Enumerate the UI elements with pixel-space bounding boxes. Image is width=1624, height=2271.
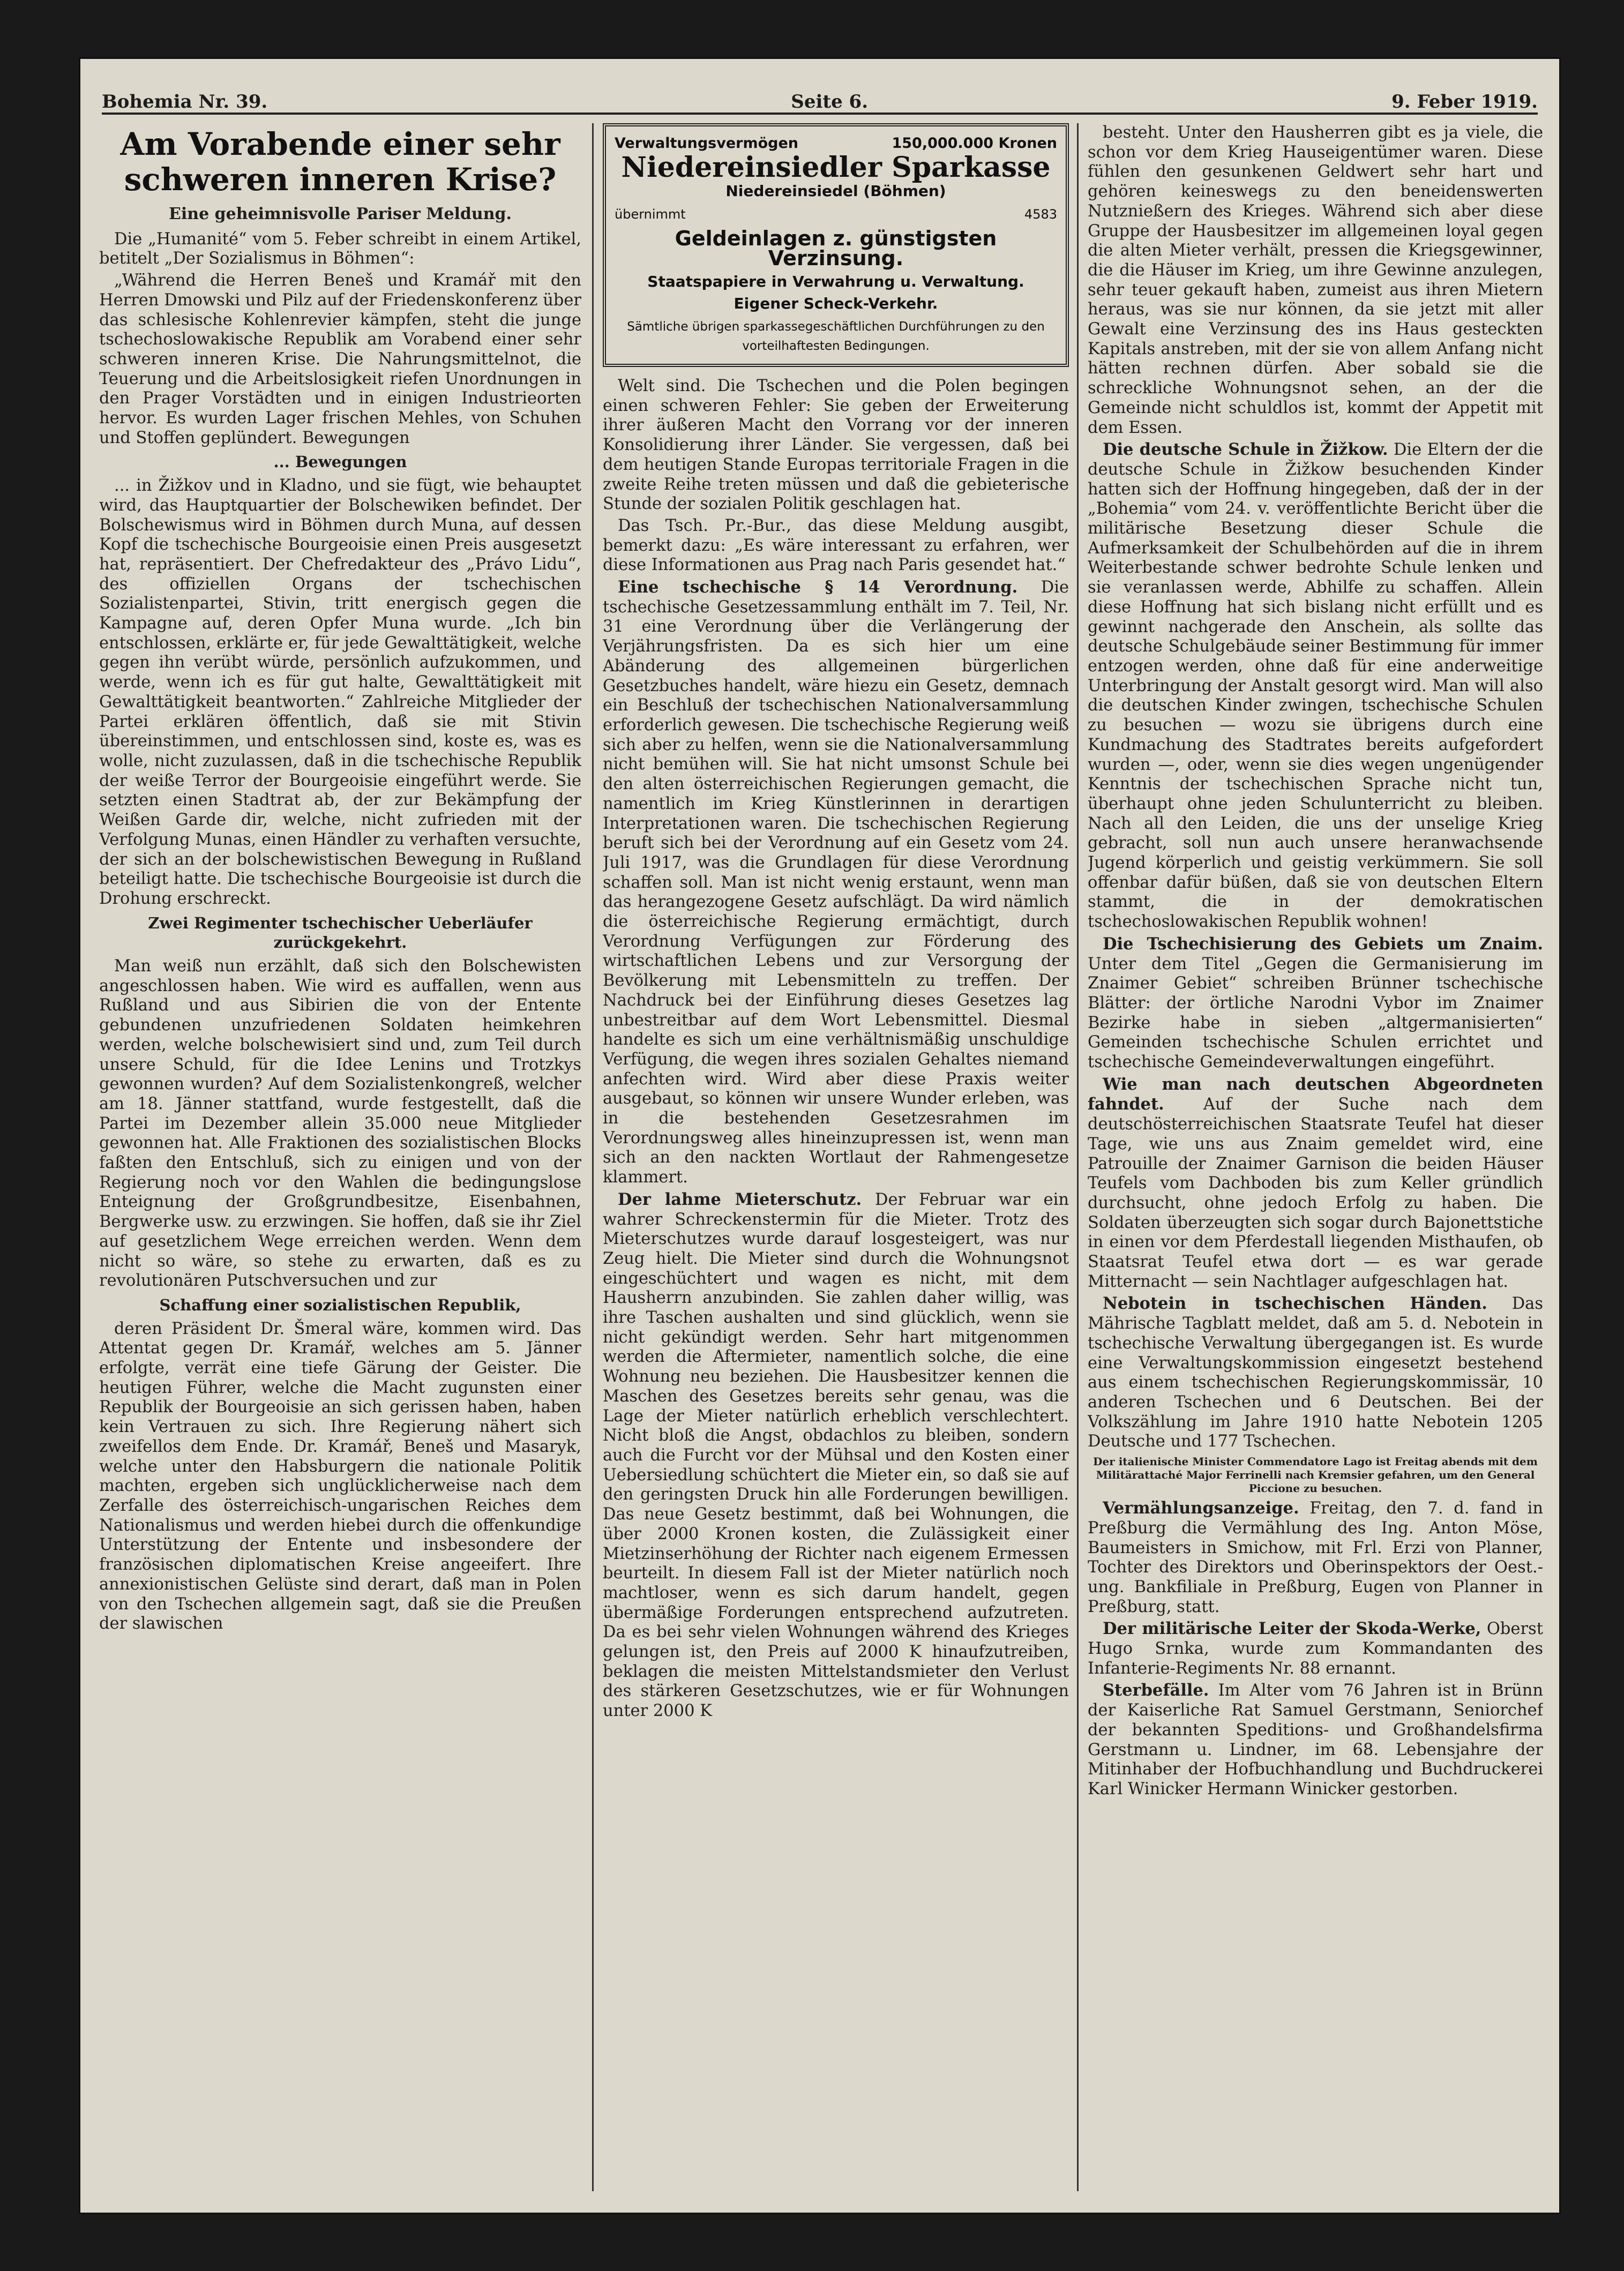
- ad-assets-amount: 150,000.000 Kronen: [892, 135, 1057, 152]
- news-text: Freitag, den 7. d. fand in Preßburg die Vermählung des Ing. Anton Möse, Baumeisters in Smichow, mit Frl. Erzi von Planner, Tochter des Direktors und Oberinspektors der Oest.-ung. Bankfiliale in Preßburg, Eugen von Planner in Preßburg, statt.: [1088, 1499, 1543, 1616]
- column-right: [1088, 123, 1543, 2191]
- news-heading: Der militärische Leiter der Skoda-Werke,: [1103, 1619, 1481, 1639]
- bank-advertisement: [603, 123, 1069, 367]
- news-text: Oberst Hugo Srnka, wurde zum Kommandanten des Infanterie-Regiments Nr. 88 ernannt.: [1088, 1620, 1543, 1678]
- column-divider: [592, 123, 594, 2191]
- article-paragraph: Man weiß nun erzählt, daß sich den Bolschewisten angeschlossen haben. Wie wird es auffallen, wenn aus Rußland und aus Sibirien die von der Entente gebundenen unzufriedenen Soldaten heimkehren werden, welche bolschewisiert sind und, zum Teil durch unsere Schuld, für die Idee Lenins und Trotzkys gewonnen wurden? Auf dem Sozialistenkongreß, welcher am 18. Jänner stattfand, wurde festgestellt, daß die Partei im Dezember allein 35.000 neue Mitglieder gewonnen hat. Alle Fraktionen des sozialistischen Blocks faßten den Entschluß, sich zu einigen und von der Regierung noch vor den Wahlen die bedingungslose Enteignung der Großgrundbesitze, Eisenbahnen, Bergwerke usw. zu erzwingen. Sie hoffen, daß sie ihr Ziel auf gesetzlichem Wege erreichen werden. Wenn dem nicht so wäre, so stehe zu erwarten, daß es zu revolutionären Putschversuchen und zur: [99, 957, 581, 1291]
- ad-place: Niedereinsiedel (Böhmen): [725, 182, 946, 200]
- ad-line: Staatspapiere in Verwahrung u. Verwaltung.: [647, 273, 1024, 291]
- page-header: [102, 80, 1538, 115]
- news-heading: Die deutsche Schule in Žižkow.: [1103, 440, 1388, 460]
- section-heading: Zwei Regimenter tschechischer Ueberläufer zurückgekehrt.: [148, 913, 533, 952]
- news-item: [1088, 934, 1543, 1073]
- news-item: [1088, 1075, 1543, 1292]
- news-text: Im Alter vom 76 Jahren ist in Brünn der Kaiserliche Rat Samuel Gerstmann, Seniorchef der bekannten Speditions- und Großhandelsfirma Gerstmann u. Lindner, im 68. Lebensjahre der Mitinhaber der Hofbuchhandlung und Buchdruckerei Karl Winicker Hermann Winicker gestorben.: [1088, 1681, 1543, 1798]
- news-text: Auf der Suche nach dem deutschösterreichischen Staatsrate Teufel hat dieser Tage, wie uns aus Znaim gemeldet wird, eine Patrouille der Znaimer Garnison die beiden Häuser Teufels vom Dachboden bis zum Keller gründlich durchsucht, ohne jedoch Erfolg zu haben. Die Soldaten überzeugten sich sogar durch Bajonettstiche in einen vor dem Pferdestall liegenden Misthaufen, ob Staatsrat Teufel etwa dort — es war gerade Mitternacht — sein Nachtlager aufgeschlagen hat.: [1088, 1095, 1543, 1291]
- article-headline: Am Vorabende einer sehr schweren inneren Krise?: [120, 126, 560, 198]
- news-heading: Sterbefälle.: [1103, 1681, 1209, 1700]
- news-brief: Der italienische Minister Commendatore Lago ist Freitag abends mit dem Militärattaché Major Ferrinelli nach Kremsier gefahren, um den General Piccione zu besuchen.: [1093, 1455, 1538, 1495]
- news-heading: Nebotein in tschechischen Händen.: [1103, 1294, 1487, 1314]
- ad-line: Geldeinlagen z. günstigsten Verzinsung.: [675, 226, 997, 270]
- column-divider: [1077, 123, 1079, 2191]
- article-paragraph: „Während die Herren Beneš und Kramář mit den Herren Dmowski und Pilz auf der Friedenskonferenz über das schlesische Kohlenrevier kämpfen, steht die junge tschechoslowakische Republik am Vorabend einer sehr schweren inneren Krise. Die Nahrungsmittelnot, die Teuerung und die Arbeitslosigkeit riefen Unordnungen in den Prager Vorstädten und in einigen Industrieorten hervor. Es wurden Lager frischen Mehles, von Schuhen und Stoffen geplündert. Bewegungen: [99, 271, 581, 447]
- news-item: [603, 1190, 1069, 1721]
- news-heading: Eine tschechische § 14 Verordnung.: [618, 578, 1018, 597]
- news-text: Unter dem Titel „Gegen die Germanisierung im Znaimer Gebiet“ schreiben Brünner tschechische Blätter: der örtliche Narodni Vybor im Znaimer Bezirke habe in sieben „altgermanisierten“ Gemeinden tschechische Schulen errichtet und tschechische Gemeindeverwaltungen eingeführt.: [1088, 954, 1543, 1072]
- column-middle: [603, 123, 1069, 2191]
- page-number: Seite 6.: [791, 91, 869, 113]
- issue-date: 9. Feber 1919.: [1391, 91, 1538, 113]
- ad-bank-name: Niedereinsiedler Sparkasse: [621, 151, 1051, 184]
- article-paragraph: Das Tsch. Pr.-Bur., das diese Meldung ausgibt, bemerkt dazu: „Es wäre interessant zu erfahren, wer diese Informationen aus Prag nach Paris gesendet hat.“: [603, 516, 1069, 575]
- column-left: [99, 123, 581, 2191]
- paper-issue: Bohemia Nr. 39.: [102, 91, 268, 113]
- news-heading: Der lahme Mieterschutz.: [618, 1189, 862, 1209]
- news-text: Die tschechische Gesetzessammlung enthält im 7. Teil, Nr. 31 eine Verordnung über die Verlängerung der Verjährungsfristen. Da es sich hier um eine Abänderung des allgemeinen bürgerlichen Gesetzbuches handelt, wäre hiezu ein Gesetz, demnach ein Beschluß der tschechischen Nationalversammlung erforderlich gewesen. Die tschechische Regierung weiß sich aber zu helfen, wenn sie die Nationalversammlung nicht bemühen will. Sie hat nicht umsonst Schule bei den alten österreichischen Regierungen gemacht, die namentlich im Krieg Künstlerinnen in derartigen Interpretationen waren. Die tschechischen Regierung beruft sich bei der Verordnung auf ein Gesetz vom 24. Juli 1917, was die Grundlagen für diese Verordnung schaffen soll. Man ist nicht wenig erstaunt, wenn man das herangezogene Gesetz aufschlägt. Da wird nämlich die österreichische Regierung ermächtigt, durch Verordnung Verfügungen zur Förderung des wirtschaftlichen Lebens und zur Versorgung der Bevölkerung mit Lebensmitteln zu treffen. Der Nachdruck bei der Einführung dieses Gesetzes lag unbestreitbar auf dem Wort Lebensmittel. Diesmal handelte es sich um eine verhältnismäßig unschuldige Verfügung, die wegen ihres sozialen Gehaltes niemand anfechten wird. Wird aber diese Praxis weiter ausgebaut, so können wir unsere Wunder erleben, was in die bestehenden Gesetzesrahmen im Verordnungsweg alles hineinzupressen ist, wenn man sich an den nackten Wortlaut der Rahmengesetze klammert.: [603, 578, 1069, 1187]
- ad-takeover-number: 4583: [1024, 207, 1057, 222]
- news-text: Die Eltern der die deutsche Schule in Žižkow besuchenden Kinder hatten sich der Hoffnung hingegeben, daß der in der „Bohemia“ vom 24. v. veröffentlichte Bericht über die militärische Besetzung dieser Schule die Aufmerksamkeit der Schulbehörden auf die in ihrem Weiterbestande schwer bedrohte Schule lenken und sie veranlassen werde, Abhilfe zu schaffen. Allein diese Hoffnung hat sich bislang nicht erfüllt und es gewinnt nachgerade den Anschein, als sollte das deutsche Schulgebäude seiner Bestimmung für immer entzogen werden, ohne daß für eine anderweitige Unterbringung der Anstalt gesorgt wird. Man will also die deutschen Kinder zwingen, tschechische Schulen zu besuchen — wozu sie übrigens durch eine Kundmachung des Stadtrates bereits aufgefordert wurden —, oder, wenn sie dies wegen ungenügender Kenntnis der tschechischen Sprache nicht tun, überhaupt ohne jeden Schulunterricht zu bleiben. Nach all den Leiden, die uns der unselige Krieg gebracht, soll nun auch unsere heranwachsende Jugend körperlich und geistig verkümmern. Sie soll offenbar dafür büßen, daß sie von deutschen Eltern stammt, die in der demokratischen tschechoslowakischen Republik wohnen!: [1088, 440, 1543, 932]
- ad-line: Sämtliche übrigen sparkassegeschäftlichen Durchführungen zu den vorteilhaftesten Bedingungen.: [627, 319, 1045, 354]
- ad-assets-label: Verwaltungsvermögen: [615, 135, 798, 152]
- news-item: [603, 578, 1069, 1188]
- news-heading: Vermählungsanzeige.: [1103, 1498, 1299, 1518]
- article-paragraph: ... in Žižkov und in Kladno, und sie fügt, wie behauptet wird, das Hauptquartier der Bolschewiken befindet. Der Bolschewismus wird in Böhmen durch Muna, auf dessen Kopf die tschechische Bourgeoisie einen Preis ausgesetzt hat, repräsentiert. Der Chefredakteur des „Právo Lidu“, des offiziellen Organs der tschechischen Sozialistenpartei, Stivin, tritt energisch gegen die Kampagne auf, deren Opfer Muna wurde. „Ich bin entschlossen, erklärte er, für jede Gewalttätigkeit, welche gegen ihn verübt würde, persönlich aufzukommen, und werde, wenn ich es für gut halte, Gewalttätigkeit mit Gewalttätigkeit beantworten.“ Zahlreiche Mitglieder der Partei erklären öffentlich, daß sie mit Stivin übereinstimmen, und entschlossen sind, koste es, was es wolle, nicht zuzulassen, daß in die tschechische Republik der weiße Terror der Bourgeoisie eingeführt werde. Sie setzten einen Stadtrat ab, der zur Bekämpfung der Weißen Garde dir, welche, nicht zufrieden mit der Verfolgung Munas, einen Händler zu verhaften versuchte, der sich an der bolschewistischen Bewegung in Rußland beteiligt hatte. Die tschechische Bourgeoisie ist durch die Drohung erschreckt.: [99, 476, 581, 908]
- news-heading: Wie man nach deutschen Abgeordneten fahndet.: [1088, 1074, 1543, 1114]
- ad-line: Eigener Scheck-Verkehr.: [734, 294, 938, 312]
- news-item: [1088, 1498, 1543, 1617]
- news-heading: Die Tschechisierung des Gebiets um Znaim.: [1103, 934, 1543, 954]
- article-paragraph: besteht. Unter den Hausherren gibt es ja viele, die schon vor dem Krieg Hauseigentümer waren. Diese fühlen den gesunkenen Geldwert sehr hart und gehören keineswegs zu den beneidenswerten Nutznießern des Krieges. Während sich aber diese Gruppe der Hausbesitzer im allgemeinen loyal gegen die alten Mieter verhält, pressen die Kriegsgewinner, die die Häuser im Krieg, um ihre Gewinne anzulegen, sehr teuer gekauft haben, zumeist aus ihren Mietern heraus, was sie nur können, da sie jetzt mit aller Gewalt eine Verzinsung des ins Haus gesteckten Kapitals anstreben, mit der sie von allem Anfang nicht hätten rechnen dürfen. Aber sobald sie die schreckliche Wohnungsnot sehen, an der die Gemeinde nicht schuldlos ist, kommt der Appetit mit dem Essen.: [1088, 123, 1543, 437]
- ad-takeover-label: übernimmt: [615, 207, 686, 222]
- article-subhead: Eine geheimnisvolle Pariser Meldung.: [169, 205, 512, 223]
- article-paragraph: Welt sind. Die Tschechen und die Polen begingen einen schweren Fehler: Sie geben der Erweiterung ihrer äußeren Macht den Vorrang vor der inneren Konsolidierung ihrer Länder. Sie vergessen, daß bei dem heutigen Stande Europas territoriale Fragen in die zweite Reihe treten müssen und daß die gebieterische Stunde der sozialen Politik geschlagen hat.: [603, 377, 1069, 514]
- news-text: Der Februar war ein wahrer Schreckenstermin für die Mieter. Trotz des Mieterschutzes wurde darauf losgesteigert, was nur Zeug hielt. Die Mieter sind durch die Wohnungsnot eingeschüchtert und wagen es nicht, mit dem Hausherrn anzubinden. Sie zahlen daher willig, was ihre Taschen aushalten und sind glücklich, wenn sie nicht gekündigt werden. Sehr hart mitgenommen werden die Aftermieter, namentlich solche, die eine Wohnung neu beziehen. Die Hausbesitzer kennen die Maschen des Gesetzes bereits sehr genau, was die Lage der Mieter natürlich erheblich verschlechtert. Nicht bloß die Angst, obdachlos zu bleiben, sondern auch die Furcht vor der Mühsal und den Kosten einer Uebersiedlung schüchtert die Mieter ein, so daß sie auf den geringsten Druck hin alle Forderungen bewilligen. Das neue Gesetz bestimmt, daß bei Wohnungen, die über 2000 Kronen kosten, die Zulässigkeit einer Mietzinserhöhung der Richter nach eigenem Ermessen beurteilt. In diesem Fall ist der Mieter natürlich noch machtloser, wenn es sich darum handelt, gegen übermäßige Forderungen entsprechend aufzutreten. Da es bei sehr vielen Wohnungen während des Krieges gelungen ist, den Preis auf 2000 K hinaufzutreiben, beklagen die meisten Mittelstandsmieter den Verlust des stärkeren Gesetzschutzes, wie er für Wohnungen unter 2000 K: [603, 1190, 1069, 1721]
- section-heading: Schaffung einer sozialistischen Republik,: [159, 1295, 521, 1314]
- article-paragraph: deren Präsident Dr. Šmeral wäre, kommen wird. Das Attentat gegen Dr. Kramář, welches am 5. Jänner erfolgte, verrät eine tiefe Gärung der Geister. Die heutigen Führer, welche die Macht zugunsten einer Republik der Bourgeoisie an sich gerissen haben, haben kein Vertrauen zu sich. Ihre Regierung nähert sich zweifellos dem Ende. Dr. Kramář, Beneš und Masaryk, welche unter den Habsburgern die nationale Politik machten, ergeben sich unglücklicherweise nach dem Zerfalle des österreichisch-ungarischen Reiches dem Nationalismus und werden hiebei durch die offenkundige Unterstützung der Entente und insbesondere der französischen diplomatischen Kreise angeeifert. Ihre annexionistischen Gelüste sind derart, daß man in Polen von den Tschechen allgemein sagt, daß sie die Preußen der slawischen: [99, 1319, 581, 1633]
- news-text: Das Mährische Tagblatt meldet, daß am 5. d. Nebotein in tschechische Verwaltung übergegangen ist. Es wurde eine Verwaltungskommission eingesetzt bestehend aus einem tschechischen Regierungskommissär, 10 anderen Tschechen und 6 Deutschen. Bei der Volkszählung im Jahre 1910 hatte Nebotein 1205 Deutsche und 177 Tschechen.: [1088, 1294, 1543, 1451]
- section-heading: ... Bewegungen: [273, 453, 407, 471]
- news-item: [1088, 1294, 1543, 1452]
- newspaper-page: [80, 59, 1559, 2213]
- news-item: [1088, 1681, 1543, 1799]
- news-item: [1088, 440, 1543, 932]
- news-item: [1088, 1619, 1543, 1678]
- article-paragraph: Die „Humanité“ vom 5. Feber schreibt in einem Artikel, betitelt „Der Sozialismus in Böhmen“:: [99, 229, 581, 268]
